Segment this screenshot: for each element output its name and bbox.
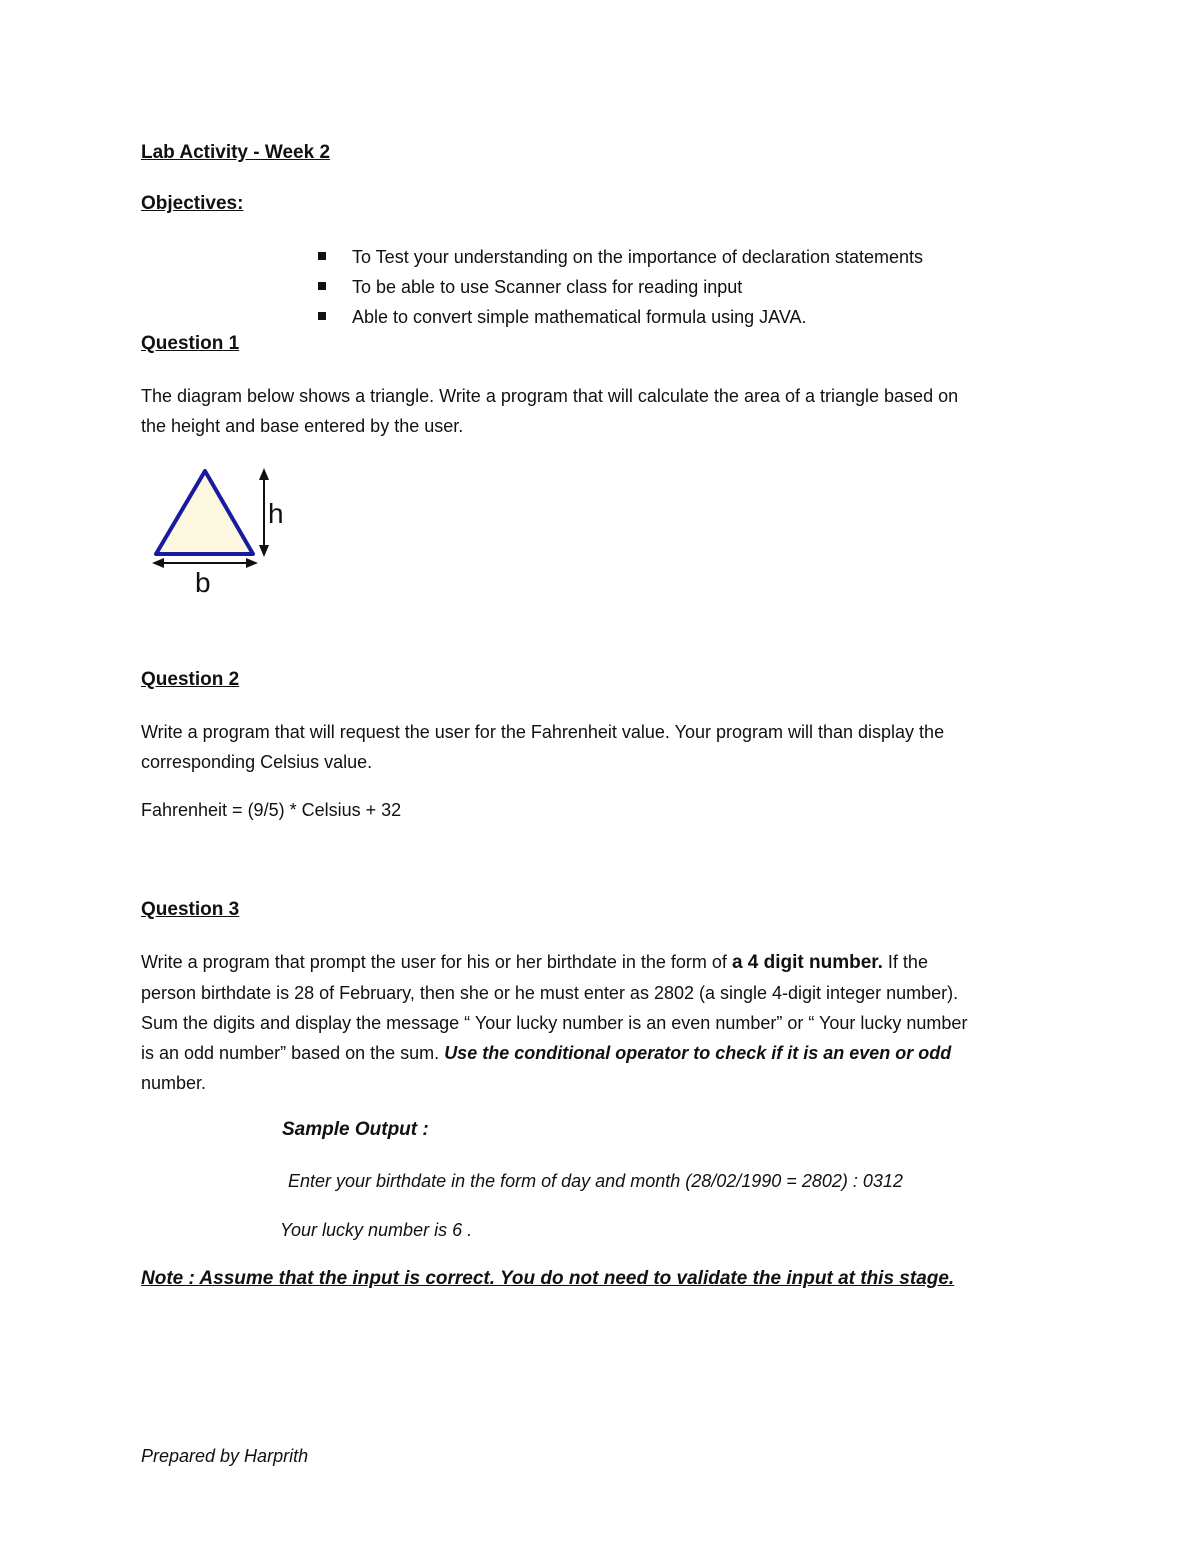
objective-text: To be able to use Scanner class for reading input (352, 277, 743, 297)
question-2-heading: Question 2 (141, 669, 240, 690)
footer-text: Prepared by Harprith (141, 1446, 309, 1466)
sample-output-heading: Sample Output : (282, 1119, 429, 1140)
square-bullet-icon (318, 312, 326, 320)
question-3-line: person birthdate is 28 of February, then she or he must enter as 2802 (a single 4-digit integer number). (141, 983, 959, 1003)
question-3-text-span: If the (882, 952, 928, 972)
objective-text: To Test your understanding on the importance of declaration statements (352, 247, 924, 267)
page-title: Lab Activity - Week 2 (141, 142, 331, 163)
question-3-line (141, 1038, 1061, 1068)
base-label: b (195, 567, 211, 596)
square-bullet-icon (318, 252, 326, 260)
objective-item (318, 304, 923, 334)
question-3-text-span: is an odd number” based on the sum. (141, 1043, 445, 1063)
question-1-line: The diagram below shows a triangle. Write a program that will calculate the area of a triangle based on (141, 386, 959, 406)
question-3-heading: Question 3 (141, 899, 240, 920)
formula-text: Fahrenheit = (9/5) * Celsius + 32 (141, 800, 402, 820)
question-1-text (141, 381, 1061, 441)
sample-output-line: Your lucky number is 6 . (280, 1220, 473, 1240)
base-arrow-head-left (152, 558, 164, 568)
height-label: h (268, 498, 284, 529)
objectives-heading: Objectives: (141, 193, 244, 214)
height-arrow-head-up (259, 468, 269, 480)
question-2-text (141, 717, 1061, 777)
question-3-line: number. (141, 1073, 207, 1093)
question-1-line: the height and base entered by the user. (141, 416, 464, 436)
question-2-line: Write a program that will request the user for the Fahrenheit value. Your program will than display the (141, 722, 945, 742)
objective-item (318, 244, 923, 274)
objective-text: Able to convert simple mathematical formula using JAVA. (352, 307, 807, 327)
square-bullet-icon (318, 282, 326, 290)
objective-item (318, 274, 923, 304)
emphasis-text: Use the conditional operator to check if it is an even or odd (444, 1043, 952, 1063)
base-arrow-head-right (246, 558, 258, 568)
height-arrow-head-down (259, 545, 269, 557)
triangle-shape (156, 471, 253, 554)
question-3-line (141, 947, 1061, 978)
question-1-heading: Question 1 (141, 333, 240, 354)
sample-output-line: Enter your birthdate in the form of day and month (28/02/1990 = 2802) : 0312 (288, 1171, 903, 1191)
question-2-line: corresponding Celsius value. (141, 752, 373, 772)
question-3-line: Sum the digits and display the message “ Your lucky number is an even number” or “ Your lucky number (141, 1013, 968, 1033)
question-3-text (141, 947, 1061, 1098)
question-3-text-span: Write a program that prompt the user for his or her birthdate in the form of (141, 952, 732, 972)
emphasis-text: a 4 digit number. (731, 952, 883, 973)
objectives-list (318, 244, 923, 334)
triangle-diagram (148, 464, 298, 596)
note-text: Note : Assume that the input is correct. You do not need to validate the input at this stage. (141, 1268, 955, 1289)
